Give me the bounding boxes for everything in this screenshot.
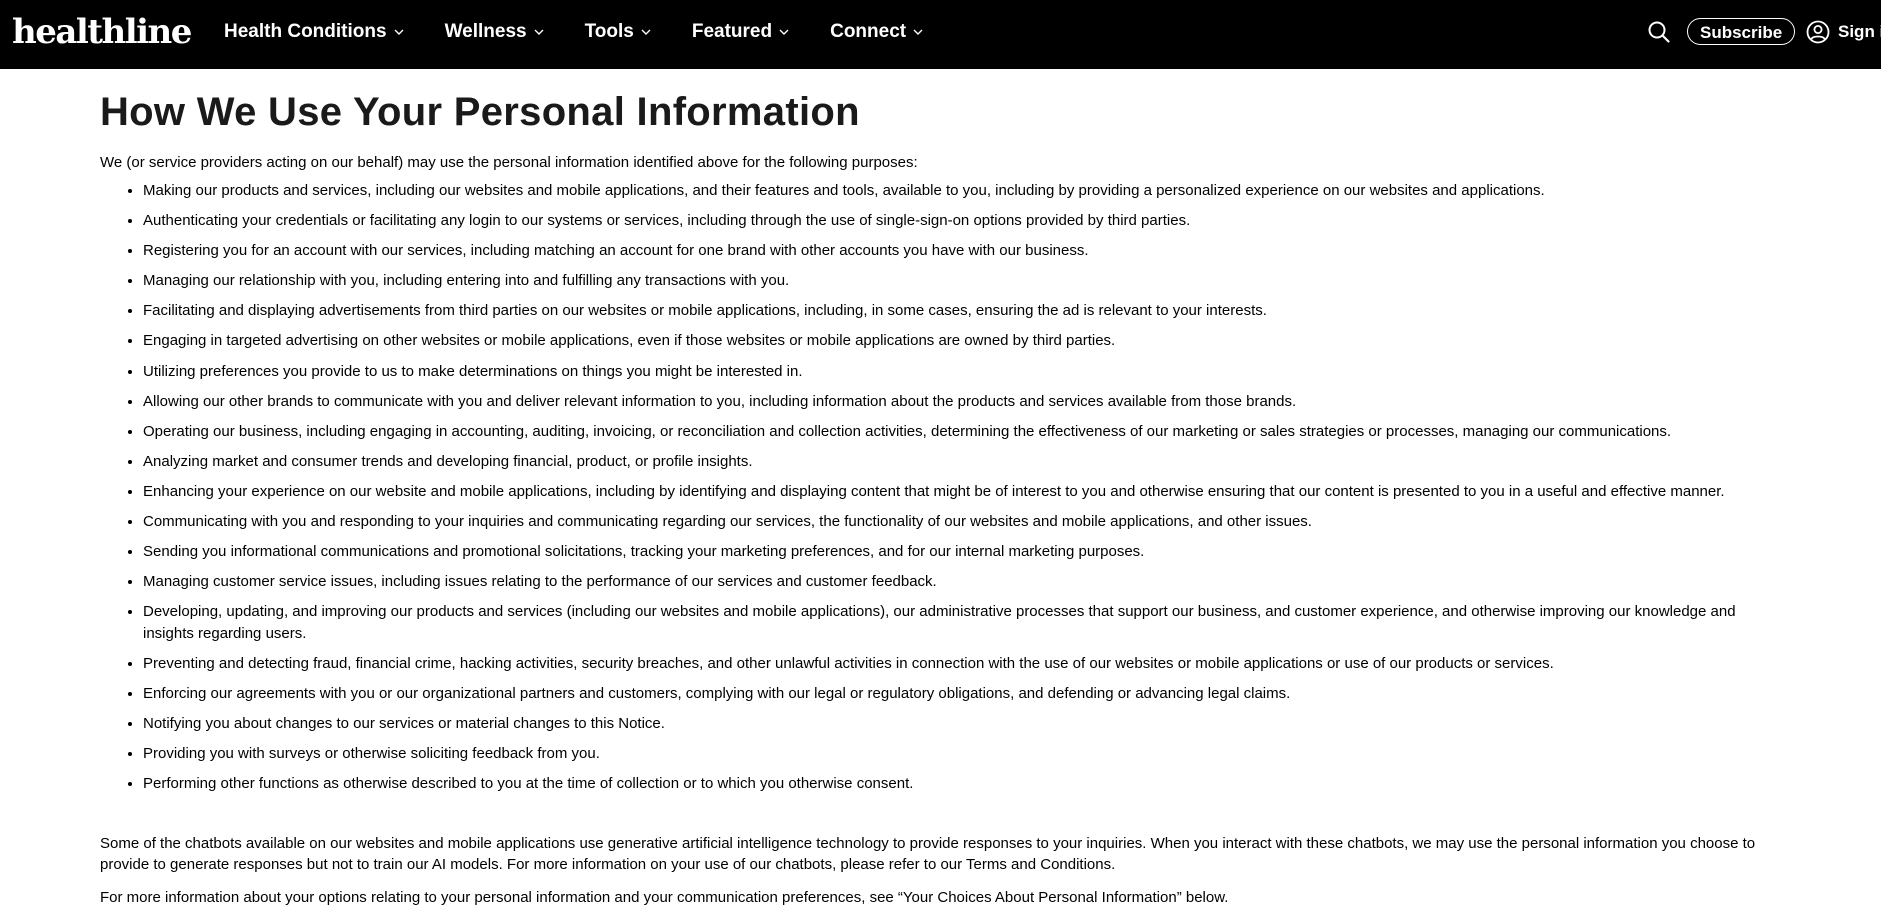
privacy-notice-content: [100, 86, 1780, 908]
list-item: • Notifying you about changes to our services or material changes to this Notice.: [143, 713, 1779, 735]
chevron-down-icon: [912, 26, 924, 38]
list-item: • Analyzing market and consumer trends and developing financial, product, or profile insights.: [143, 451, 1779, 473]
chevron-down-icon: [393, 26, 405, 38]
sign-in-button[interactable]: [1806, 20, 1895, 44]
intro-paragraph: We (or service providers acting on our behalf) may use the personal information identified above for the following purposes:: [100, 154, 918, 171]
nav-label: Health Conditions: [224, 21, 387, 42]
chevron-down-icon: [533, 26, 545, 38]
list-item: • Engaging in targeted advertising on other websites or mobile applications, even if those websites or mobile applications are owned by third parties.: [143, 330, 1779, 352]
list-item: • Communicating with you and responding to your inquiries and communicating regarding our services, the functionality of our websites and mobile applications, and other issues.: [143, 511, 1779, 533]
list-item: • Preventing and detecting fraud, financial crime, hacking activities, security breaches, and other unlawful activities in connection with the use of our websites or mobile applications or use of our products or services.: [143, 653, 1779, 675]
healthline-logo[interactable]: healthline: [12, 12, 191, 52]
list-item: • Performing other functions as otherwise described to you at the time of collection or to which you otherwise consent.: [143, 773, 1779, 795]
list-item: • Managing our relationship with you, including entering into and fulfilling any transactions with you.: [143, 270, 1779, 292]
list-item: • Sending you informational communications and promotional solicitations, tracking your marketing preferences, and for our internal marketing purposes.: [143, 541, 1779, 563]
list-item: • Authenticating your credentials or facilitating any login to our systems or services, including through the use of single-sign-on options provided by third parties.: [143, 210, 1779, 232]
search-icon: [1648, 20, 1670, 44]
search-button[interactable]: [1648, 20, 1670, 44]
list-item: • Developing, updating, and improving our products and services (including our websites and mobile applications), our administrative processes that support our business, and customer experience, and otherwise improving our knowledge and insights regarding users.: [143, 601, 1779, 644]
purposes-list: [100, 180, 1780, 795]
nav-label: Featured: [691, 21, 773, 42]
chatbot-paragraph: Some of the chatbots available on our websites and mobile applications use generative artificial intelligence technology to provide responses to your inquiries. When you interact with these chatbots, we may use the personal information you choose to provide to generate responses but not to train our AI models. For more information on your use of our chatbots, please refer to our Terms and Conditions.: [100, 834, 1756, 873]
subscribe-button[interactable]: Subscribe: [1687, 18, 1795, 45]
top-navigation-bar: [0, 0, 1895, 69]
nav-wellness[interactable]: [445, 20, 545, 44]
user-circle-icon: [1806, 20, 1830, 44]
list-item: • Enforcing our agreements with you or our organizational partners and customers, complying with our legal or regulatory obligations, and defending or advancing legal claims.: [143, 683, 1779, 705]
nav-label: Connect: [830, 21, 907, 42]
nav-health-conditions[interactable]: [224, 20, 405, 44]
main-nav: [224, 20, 924, 44]
list-item: • Utilizing preferences you provide to us to make determinations on things you might be interested in.: [143, 361, 1779, 383]
sign-in-label: Sign in: [1838, 22, 1895, 41]
list-item: • Enhancing your experience on our website and mobile applications, including by identifying and displaying content that might be of interest to you and otherwise ensuring that our content is presented to you in a useful and effective manner.: [143, 481, 1779, 503]
chevron-down-icon: [778, 26, 790, 38]
list-item: • Operating our business, including engaging in accounting, auditing, invoicing, or reconciliation and collection activities, determining the effectiveness of our marketing or sales strategies or processes, managing our communications.: [143, 421, 1779, 443]
list-item: • Registering you for an account with our services, including matching an account for one brand with other accounts you have with our business.: [143, 240, 1779, 262]
nav-featured[interactable]: [692, 20, 790, 44]
list-item: • Allowing our other brands to communicate with you and deliver relevant information to you, including information about the products and services available from those brands.: [143, 391, 1779, 413]
list-item: • Facilitating and displaying advertisements from third parties on our websites or mobile applications, including, in some cases, ensuring the ad is relevant to your interests.: [143, 300, 1779, 322]
nav-label: Tools: [584, 21, 634, 42]
nav-tools[interactable]: [585, 20, 652, 44]
chevron-down-icon: [640, 26, 652, 38]
list-item: • Making our products and services, including our websites and mobile applications, and their features and tools, available to you, including by providing a personalized experience on our websites and applications.: [143, 180, 1779, 202]
choices-paragraph: For more information about your options relating to your personal information and your communication preferences, see “Your Choices About Personal Information” below.: [100, 888, 1229, 906]
nav-connect[interactable]: [830, 20, 924, 44]
nav-label: Wellness: [444, 21, 527, 42]
list-item: • Providing you with surveys or otherwise soliciting feedback from you.: [143, 743, 1779, 765]
list-item: • Managing customer service issues, including issues relating to the performance of our services and customer feedback.: [143, 571, 1779, 593]
page-title: How We Use Your Personal Information: [100, 90, 860, 134]
